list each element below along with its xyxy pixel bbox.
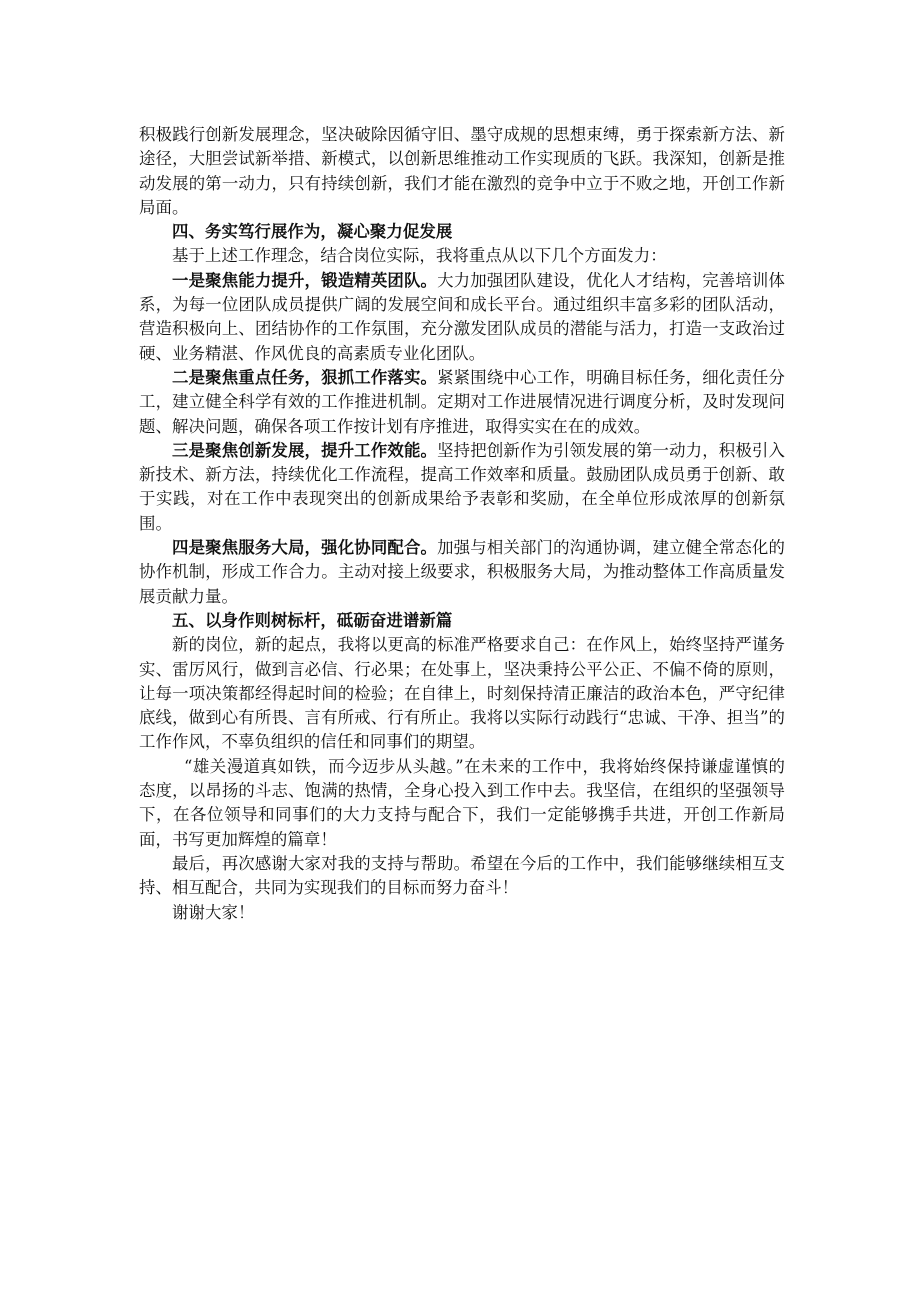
section-heading-5: 五、以身作则树标杆，砥砺奋进谱新篇: [172, 610, 453, 630]
document-page: [139, 123, 785, 925]
list-item-3: [139, 439, 785, 536]
list-item-4-lead: 四是聚焦服务大局，强化协同配合。: [172, 538, 438, 558]
list-item-3-body: 坚持把创新作为引领发展的第一动力，积极引入新技术、新方法，持续优化工作流程，提高工作效率和质量。鼓励团队成员勇于创新、敢于实践，对在工作中表现突出的创新成果给予表彰和奖励，在全单位形成浓厚的创新氛围。: [139, 440, 785, 533]
paragraph-thanks: 最后，再次感谢大家对我的支持与帮助。希望在今后的工作中，我们能够继续相互支持、相互配合，共同为实现我们的目标而努力奋斗！: [139, 853, 785, 898]
list-item-1: [139, 269, 785, 366]
list-item-1-body: 大力加强团队建设，优化人才结构，完善培训体系，为每一位团队成员提供广阔的发展空间和成长平台。通过组织丰富多彩的团队活动，营造积极向上、团结协作的工作氛围，充分激发团队成员的潜能与活力，打造一支政治过硬、业务精湛、作风优良的高素质专业化团队。: [139, 270, 785, 363]
paragraph-new-post: 新的岗位，新的起点，我将以更高的标准严格要求自己：在作风上，始终坚持严谨务实、雷厉风行，做到言必信、行必果；在处事上，坚决秉持公平公正、不偏不倚的原则，让每一项决策都经得起时间的检验；在自律上，时刻保持清正廉洁的政治本色，严守纪律底线，做到心有所畏、言有所戒、行有所止。我将以实际行动践行“忠诚、干净、担当”的工作作风，不辜负组织的信任和同事们的期望。: [139, 635, 785, 752]
list-item-1-lead: 一是聚焦能力提升，锻造精英团队。: [172, 270, 438, 290]
list-item-4-body: 加强与相关部门的沟通协调，建立健全常态化的协作机制，形成工作合力。主动对接上级要求，积极服务大局，为推动整体工作高质量发展贡献力量。: [139, 538, 785, 606]
list-item-3-lead: 三是聚焦创新发展，提升工作效能。: [172, 440, 438, 460]
list-item-2-lead: 二是聚焦重点任务，狠抓工作落实。: [172, 367, 438, 387]
paragraph-intro-focus: 基于上述工作理念，结合岗位实际，我将重点从以下几个方面发力：: [172, 246, 667, 266]
paragraph-quote: “雄关漫道真如铁，而今迈步从头越。”在未来的工作中，我将始终保持谦虚谨慎的态度，以昂扬的斗志、饱满的热情，全身心投入到工作中去。我坚信，在组织的坚强领导下，在各位领导和同事们的大力支持与配合下，我们一定能够携手共进，开创工作新局面，书写更加辉煌的篇章！: [139, 756, 785, 849]
paragraph-innovation: 积极践行创新发展理念，坚决破除因循守旧、墨守成规的思想束缚，勇于探索新方法、新途径，大胆尝试新举措、新模式，以创新思维推动工作实现质的飞跃。我深知，创新是推动发展的第一动力，只有持续创新，我们才能在激烈的竞争中立于不败之地，开创工作新局面。: [139, 125, 785, 217]
paragraph-closing: 谢谢大家！: [172, 902, 255, 922]
section-heading-4: 四、务实笃行展作为，凝心聚力促发展: [172, 222, 453, 242]
list-item-2-body: 紧紧围绕中心工作，明确目标任务，细化责任分工，建立健全科学有效的工作推进机制。定期对工作进展情况进行调度分析，及时发现问题、解决问题，确保各项工作按计划有序推进，取得实实在在的成效。: [139, 367, 785, 436]
list-item-2: [139, 366, 785, 439]
list-item-4: [139, 536, 785, 609]
